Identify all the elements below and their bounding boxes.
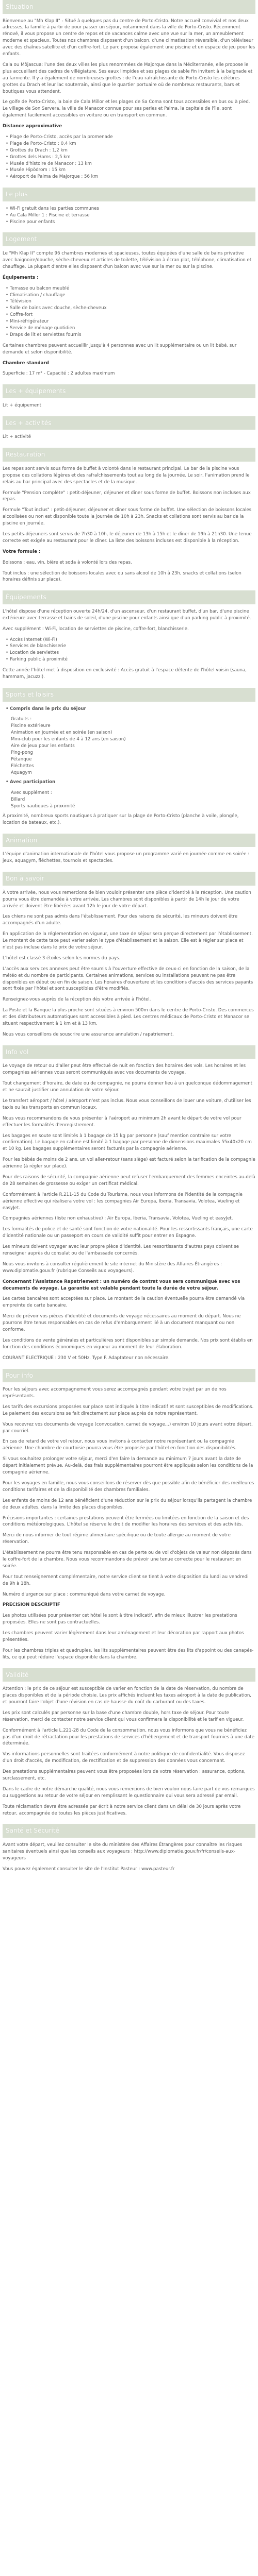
restauration-paragraph-3: Formule "Tout inclus" : petit-déjeuner, déjeuner et dîner sous forme de buffet. Une sélection de boissons locales alcoolisées ou non est disponible toute la journée de 10h à 23h. Snacks et collations sont servis au bar de la piscine en journée. (3, 507, 252, 527)
bon-savoir-paragraph-7: La Poste et la Banque la plus proche sont situées à environ 500m dans le centre de Porto-Cristo. Des commerces et des distributeurs automatiques sont accessibles à pied. Les centres médicaux de Porto-Cristo et Manacor se situent respectivement à 1 km et à 13 km. (3, 1008, 254, 1026)
restauration-paragraph-1: Les repas sont servis sous forme de buffet à volonté dans le restaurant principal. Le bar de la piscine vous propose des collations légères et des rafraîchissements tout au long de la journée. Le soir, l'animation prend le relais au bar principal avec des spectacles et de la musique. (3, 466, 250, 485)
vol-paragraph-6: Pour les voyages en famille, nous vous conseillons de réserver dès que possible afin de bénéficier des meilleures conditions tarifaires et de la disponibilité des chambres familiales. (3, 1480, 254, 1493)
info-paragraph-14: Les cartes bancaires sont acceptées sur place. Le montant de la caution éventuelle pourra être demandé via empreinte de carte bancaire. (3, 1296, 245, 1309)
section-title-sports: Sports et loisirs (3, 688, 255, 702)
validite-paragraph-3: Conformément à l'article L.221-28 du Code de la consommation, nous vous informons que vous ne bénéficiez pas d'un droit de rétractation pour les prestations de services d'hébergement et de transport fournies à une date déterminée. (3, 1727, 255, 1747)
vol-paragraph-3: Vous recevrez vos documents de voyage (convocation, carnet de voyage...) environ 10 jours avant votre départ, par courriel. (3, 1421, 253, 1434)
vol-paragraph-8: Précisions importantes : certaines prestations peuvent être fermées ou limitées en fonction de la saison et des conditions météorologiques. L'hôtel se réserve le droit de modifier les horaires des services et des activités. (3, 1515, 249, 1528)
list-item: Billard (11, 797, 25, 803)
list-item: • Musée d'histoire de Manacor : 13 km (6, 161, 255, 167)
list-item: • Aéroport de Palma de Majorque : 56 km (6, 174, 255, 180)
vol-paragraph-1: Pour les séjours avec accompagnement vous serez accompagnés pendant votre trajet par un de nos représentants. (3, 1387, 227, 1399)
equipements-paragraph-2: Avec supplément : Wi-Fi, location de serviettes de piscine, coffre-fort, blanchisserie. (3, 626, 189, 632)
situation-distance-list (3, 134, 255, 180)
sports-paid-subtitle: Avec supplément : (11, 790, 52, 796)
list-item: Pétanque (11, 756, 32, 762)
bon-savoir-paragraph-2: Les chiens ne sont pas admis dans l'établissement. Pour des raisons de sécurité, les mineurs doivent être accompagnés d'un adulte. (3, 914, 238, 926)
section-restauration (3, 448, 255, 583)
info-paragraph-6: Pour les bébés de moins de 2 ans, un vol aller-retour (sans siège) est facturé selon la tarification de la compagnie aérienne (à régler sur place). (3, 1157, 255, 1170)
activites-plus-text: Lit + activité (3, 434, 31, 440)
bon-savoir-paragraph-3: En application de la réglementation en vigueur, une taxe de séjour sera perçue directement par l'établissement. Le montant de cette taxe peut varier selon le type d'établissement et la saison. Elle est à régler sur place et n'est pas incluse dans le prix de votre séjour. (3, 931, 253, 950)
validite-paragraph-5: Des prestations supplémentaires peuvent vous être proposées lors de votre réservation : assurance, options, surclassement, etc. (3, 1769, 246, 1782)
logement-equip-title: Équipements : (3, 275, 39, 280)
list-item: • Climatisation / chauffage (6, 292, 255, 299)
section-bon-a-savoir (3, 872, 255, 1038)
restauration-paragraph-4: Les petits-déjeuners sont servis de 7h30 à 10h, le déjeuner de 13h à 15h et le dîner de 19h à 21h30. Une tenue correcte est exigée au restaurant pour le dîner. La liste des boissons incluses est disponible à la réception. (3, 531, 252, 544)
validite-paragraph-7: Toute réclamation devra être adressée par écrit à notre service client dans un délai de 30 jours après votre retour, accompagnée de toutes les pièces justificatives. (3, 1804, 241, 1816)
section-title-logement: Logement (3, 232, 255, 246)
sante-paragraph-2: Vous pouvez également consulter le site de l'Institut Pasteur : www.pasteur.fr (3, 1866, 175, 1872)
info-paragraph-7: Pour des raisons de sécurité, la compagnie aérienne peut refuser l'embarquement des femmes enceintes au-delà de 28 semaines de grossesse ou exiger un certificat médical. (3, 1174, 255, 1187)
bon-savoir-paragraph-4: L'hôtel est classé 3 étoiles selon les normes du pays. (3, 955, 121, 961)
situation-paragraph-1: Bienvenue au "Mh Klap II" - Situé à quelques pas du centre de Porto-Cristo. Notre accueil convivial et nos deux adresses, la famille à partir de pour passer un séjour, notamment dans la ville de Porto-Cristo. Récemment rénové, il vous propose un centre de repos et de vacances calme avec une vue sur la mer, un ameublement moderne et spacieux. Toutes nos chambres disposent d'un balcon, d'une climatisation réversible, d'un téléviseur avec des chaînes satellite et d'un coffre-fort. Le parc propose également une piscine et un espace de jeu pour les enfants. (3, 18, 255, 57)
bon-savoir-paragraph-1: À votre arrivée, nous vous remercions de bien vouloir présenter une pièce d'identité à la réception. Une caution pourra vous être demandée à votre arrivée. Les chambres sont disponibles à partir de 14h le jour de votre arrivée et doivent être libérées avant 12h le jour de votre départ. (3, 890, 251, 909)
logement-room-details: Superficie : 17 m² - Capacité : 2 adultes maximum (3, 371, 115, 377)
list-item: • Draps de lit et serviettes fournis (6, 332, 255, 338)
info-paragraph-12: Nous vous invitons à consulter régulièrement le site internet du Ministère des Affaires Étrangères : www.diplomatie.gouv.fr (rubrique Conseils aux voyageurs). (3, 1261, 222, 1274)
section-sante (3, 1824, 255, 1872)
list-item: Sports nautiques à proximité (11, 804, 75, 809)
restauration-paragraph-2: Formule "Pension complète" : petit-déjeuner, déjeuner et dîner sous forme de buffet. Boissons non incluses aux repas. (3, 490, 251, 502)
list-item: • Location de serviettes (6, 650, 255, 656)
info-paragraph-1: Le voyage de retour ou d'aller peut être effectué de nuit en fonction des horaires des vols. Les horaires et les compagnies aériennes vous seront communiqués avec vos documents de voyage. (3, 1063, 246, 1076)
vol-paragraph-9: Merci de nous informer de tout régime alimentaire spécifique ou de toute allergie au moment de votre réservation. (3, 1533, 231, 1545)
info-paragraph-2: Tout changement d'horaire, de date ou de compagnie, ne pourra donner lieu à un quelconque dédommagement et ne saurait justifier une annulation de votre séjour. (3, 1081, 253, 1093)
info-paragraph-9: Compagnies aériennes (liste non exhaustive) : Air Europa, Iberia, Transavia, Volotea, Vueling et easyJet. (3, 1216, 233, 1222)
section-title-bon-a-savoir: Bon à savoir (3, 872, 255, 886)
list-item: • Terrasse ou balcon meublé (6, 285, 255, 292)
logement-equip-list (3, 285, 255, 338)
list-item: • Coffre-fort (6, 312, 255, 318)
sports-paid-title: • Avec participation (6, 779, 255, 786)
section-title-situation: Situation (3, 0, 255, 14)
vol-paragraph-12: Numéro d'urgence sur place : communiqué dans votre carnet de voyage. (3, 1591, 166, 1597)
vol-paragraph-5: Si vous souhaitez prolonger votre séjour, merci d'en faire la demande au minimum 7 jours avant la date de départ initialement prévue. Au-delà, des frais supplémentaires pourront être appliqués selon les conditions de la compagnie aérienne. (3, 1456, 253, 1476)
list-item: Piscine extérieure (11, 723, 51, 729)
situation-distance-title: Distance approximative (3, 124, 62, 129)
le-plus-list (3, 206, 255, 226)
info-paragraph-8: Conformément à l'article R.211-15 du Code du Tourisme, nous vous informons de l'identité de la compagnie aérienne effective qui réalisera votre vol : les compagnies Air Europa, Iberia, Transavia, Volotea, Vueling et easyJet. (3, 1192, 243, 1211)
list-item: • Grottes du Drach : 1,2 km (6, 147, 255, 154)
list-item: • Parking public à proximité (6, 656, 255, 663)
list-item: Fléchettes (11, 763, 34, 769)
list-item: • Télévision (6, 298, 255, 305)
list-item: Animation en journée et en soirée (en saison) (11, 730, 112, 736)
section-activites-plus (3, 416, 255, 440)
animation-paragraph-1: L'équipe d'animation internationale de l'hôtel vous propose un programme varié en journée comme en soirée : jeux, aquagym, fléchettes, tournois et spectacles. (3, 852, 250, 864)
info-paragraph-16: Les conditions de vente générales et particulières sont disponibles sur simple demande. Nos prix sont établis en fonction des conditions économiques en vigueur au moment de leur élaboration. (3, 1337, 253, 1350)
section-validite (3, 1668, 255, 1817)
list-item: • Piscine pour enfants (6, 219, 255, 226)
sports-paid-list (3, 779, 255, 786)
section-logement (3, 232, 255, 377)
situation-paragraph-3: Le golfe de Porto-Cristo, la baie de Cala Millor et les plages de Sa Coma sont tous accessibles en bus ou à pied. Le village de Son Servera, la ville de Manacor connue pour ses perles et Palma, la capitale de l'île, sont également facilement accessibles en voiture ou en transport en commun. (3, 99, 250, 118)
equipements-list (3, 637, 255, 664)
validite-paragraph-6: Dans le cadre de notre démarche qualité, nous vous remercions de bien vouloir nous faire part de vos remarques ou suggestions au retour de votre séjour en remplissant le questionnaire qui vous sera adressé par email. (3, 1786, 255, 1799)
vol-paragraph-4: En cas de retard de votre vol retour, nous vous invitons à contacter notre représentant ou la compagnie aérienne. Une chambre de courtoisie pourra vous être proposée par l'hôtel en fonction des disponibilités. (3, 1439, 237, 1451)
section-situation (3, 0, 255, 180)
equipements-paragraph-1: L'hôtel dispose d'une réception ouverte 24h/24, d'un ascenseur, d'un restaurant buffet, d'un bar, d'une piscine extérieure avec terrasse et bains de soleil, d'une piscine pour enfants ainsi que d'un parking public à proximité. (3, 608, 251, 621)
list-item: Ping-pong (11, 750, 33, 755)
sante-paragraph-1: Avant votre départ, veuillez consulter le site du ministère des Affaires Étrangères pour connaître les risques sanitaires éventuels ainsi que les conseils aux voyageurs : http://www.diplomatie.gouv.fr/fr/conseils-aux-voyageurs (3, 1842, 243, 1861)
list-item: • Salle de bains avec douche, sèche-cheveux (6, 305, 255, 312)
validite-paragraph-4: Vos informations personnelles sont traitées conformément à notre politique de confidentialité. Vous disposez d'un droit d'accès, de modification, de rectification et de suppression des données vous concernant. (3, 1752, 245, 1764)
list-item: • Services de blanchisserie (6, 643, 255, 650)
section-title-pour-info: Pour info (3, 1369, 255, 1383)
section-equipements-plus (3, 384, 255, 409)
section-title-info-vol: Info vol (3, 1045, 255, 1059)
info-paragraph-4: Nous vous recommandons de vous présenter à l'aéroport au minimum 2h avant le départ de votre vol pour effectuer les formalités d'enregistrement. (3, 1115, 241, 1128)
vol-paragraph-13: PRECISION DESCRIPTIF (3, 1602, 60, 1608)
logement-room-type: Chambre standard (3, 360, 49, 366)
bon-savoir-paragraph-6: Renseignez-vous auprès de la réception dès votre arrivée à l'hôtel. (3, 997, 151, 1003)
list-item: • Mini-réfrigérateur (6, 318, 255, 325)
section-sports (3, 688, 255, 826)
list-item: • Grottes dels Hams : 2,5 km (6, 154, 255, 161)
list-item: Aire de jeux pour les enfants (11, 743, 75, 749)
info-paragraph-17: COURANT ELECTRIQUE : 230 V et 50Hz. Type F. Adaptateur non nécessaire. (3, 1355, 170, 1361)
section-title-validite: Validité (3, 1668, 255, 1682)
equipements-plus-text: Lit + équipement (3, 402, 42, 408)
validite-paragraph-1: Attention : le prix de ce séjour est susceptible de varier en fonction de la date de réservation, du nombre de places disponibles et de la période choisie. Les prix affichés incluent les taxes aéroport à la date de publication, et pourront faire l'objet d'une révision en cas de hausse du coût du carburant ou des taxes. (3, 1686, 252, 1705)
section-title-equipements: Équipements (3, 590, 255, 604)
vol-paragraph-2: Les tarifs des excursions proposées sur place sont indiqués à titre indicatif et sont susceptibles de modifications. Le paiement des excursions se fait directement sur place auprès de notre représentant. (3, 1404, 254, 1416)
list-item: • Plage de Porto-Cristo : 0,4 km (6, 141, 255, 147)
info-paragraph-15: Merci de prévoir vos pièces d'identité et documents de voyage nécessaires au moment du départ. Nous ne pourrons être tenus responsables en cas de refus d'embarquement lié à un document manquant ou non conforme. (3, 1314, 241, 1332)
logement-paragraph-1: Le "Mh Klap II" compte 96 chambres modernes et spacieuses, toutes équipées d'une salle de bains privative avec baignoire/douche, sèche-cheveux et articles de toilette, télévision à écran plat, téléphone, climatisation et chauffage. La plupart d'entre elles disposent d'un balcon avec vue sur la mer ou sur la piscine. (3, 251, 252, 269)
section-title-animation: Animation (3, 834, 255, 848)
equipements-paragraph-3: Cette année l'hôtel met à disposition en exclusivité : Accès gratuit à l'espace détente de l'hôtel voisin (sauna, hammam, jacuzzi). (3, 668, 247, 680)
vol-paragraph-16: Pour les chambres triples et quadruples, les lits supplémentaires peuvent être des lits d'appoint ou des canapés-lits, ce qui peut réduire l'espace disponible dans la chambre. (3, 1648, 254, 1660)
vol-paragraph-7: Les enfants de moins de 12 ans bénéficient d'une réduction sur le prix du séjour lorsqu'ils partagent la chambre de deux adultes, dans la limite des places disponibles. (3, 1498, 252, 1510)
restauration-formula-title: Votre formule : (3, 549, 41, 554)
info-paragraph-11: Les mineurs doivent voyager avec leur propre pièce d'identité. Les ressortissants d'autres pays doivent se renseigner auprès du consulat ou de l'ambassade concernés. (3, 1244, 239, 1256)
section-title-activites-plus: Les + activités (3, 416, 255, 430)
list-item: Aquagym (11, 770, 32, 775)
sports-free-items (3, 716, 255, 776)
list-item: • Plage de Porto-Cristo, accès par la promenade (6, 134, 255, 141)
vol-paragraph-15: Les chambres peuvent varier légèrement dans leur aménagement et leur décoration par rapport aux photos présentées. (3, 1631, 244, 1642)
info-paragraph-10: Les formalités de police et de santé sont fonction de votre nationalité. Pour les ressortissants français, une carte d'identité nationale ou un passeport en cours de validité suffit pour entrer en Espagne. (3, 1227, 253, 1239)
bon-savoir-paragraph-5: L'accès aux services annexes peut être soumis à l'ouverture effective de ceux-ci en fonction de la saison, de la météo et du nombre de participants. Certaines animations, services ou installations peuvent ne pas être disponibles en début ou en fin de saison. Les horaires d'ouverture et les conditions d'accès des services payants sont fixés par l'hôtel et sont susceptibles d'être modifiés. (3, 966, 253, 992)
list-item: • Accès Internet (Wi-Fi) (6, 637, 255, 643)
section-equipements (3, 590, 255, 681)
info-paragraph-5: Les bagages en soute sont limités à 1 bagage de 15 kg par personne (sauf mention contraire sur votre confirmation). Le bagage en cabine est limité à 1 bagage par personne de dimensions maximales 55x40x20 cm et 10 kg. Les bagages supplémentaires seront facturés par la compagnie aérienne. (3, 1133, 252, 1152)
situation-paragraph-2: Cala ou Môjascua: l'une des deux villes les plus renommées de Majorque dans la Méditerranée, elle propose le plus accueillant des cadres de villégiature. Ses eaux limpides et ses plages de sable fin invitent à la baignade et au farniente. Il y a également de nombreuses grottes : de l'eau rafraîchissante de Porto-Cristo les célèbres grottes du Drach et leur lac souterrain, ainsi que le quartier portuaire où de nombreux restaurants, bars et boutiques vous attendent. (3, 62, 253, 94)
sports-paid-items (3, 790, 255, 810)
sports-free-subtitle: Gratuits : (11, 717, 32, 722)
sports-free-list (3, 706, 255, 713)
list-item: • Musée Hipòdrom : 15 km (6, 167, 255, 174)
restauration-paragraph-6: Boissons : eau, vin, bière et soda à volonté lors des repas. (3, 560, 132, 565)
sports-free-title: • Compris dans le prix du séjour (6, 706, 255, 713)
section-title-le-plus: Le plus (3, 188, 255, 201)
bon-savoir-paragraph-8: Nous vous conseillons de souscrire une assurance annulation / rapatriement. (3, 1031, 174, 1037)
section-pour-info (3, 1369, 255, 1661)
section-title-sante: Santé et Sécurité (3, 1824, 255, 1838)
validite-paragraph-2: Les prix sont calculés par personne sur la base d'une chambre double, hors taxe de séjour. Pour toute réservation, merci de contacter notre service client qui vous confirmera la disponibilité et le tarif en vigueur. (3, 1710, 244, 1722)
restauration-paragraph-7: Tout inclus : une sélection de boissons locales avec ou sans alcool de 10h à 23h, snacks et collations (selon horaires définis sur place). (3, 570, 241, 583)
list-item: • Au Cala Millor 1 : Piscine et terrasse (6, 212, 255, 219)
list-item: Mini-club pour les enfants de 4 à 12 ans (en saison) (11, 737, 126, 742)
vol-paragraph-11: Pour tout renseignement complémentaire, notre service client se tient à votre disposition du lundi au vendredi de 9h à 18h. (3, 1574, 249, 1586)
logement-paragraph-2: Certaines chambres peuvent accueillir jusqu'à 4 personnes avec un lit supplémentaire ou un lit bébé, sur demande et selon disponibilité. (3, 343, 237, 355)
info-paragraph-3: Le transfert aéroport / hôtel / aéroport n'est pas inclus. Nous vous conseillons de louer une voiture, d'utiliser les taxis ou les transports en commun locaux. (3, 1098, 251, 1110)
section-animation (3, 834, 255, 865)
section-le-plus (3, 188, 255, 225)
section-info-vol (3, 1045, 255, 1362)
section-title-equipements-plus: Les + équipements (3, 384, 255, 398)
list-item: • Service de ménage quotidien (6, 325, 255, 332)
info-paragraph-13: Concernant l'Assistance Rapatriement : un numéro de contrat vous sera communiqué avec vos documents de voyage. La garantie est valable pendant toute la durée de votre séjour. (3, 1279, 240, 1291)
section-title-restauration: Restauration (3, 448, 255, 462)
vol-paragraph-14: Les photos utilisées pour présenter cet hôtel le sont à titre indicatif, afin de mieux illustrer les prestations proposées. Elles ne sont pas contractuelles. (3, 1613, 237, 1625)
vol-paragraph-10: L'établissement ne pourra être tenu responsable en cas de perte ou de vol d'objets de valeur non déposés dans le coffre-fort de la chambre. Nous vous recommandons de prévoir une tenue correcte pour le restaurant en soirée. (3, 1550, 252, 1569)
sports-paragraph-1: À proximité, nombreux sports nautiques à pratiquer sur la plage de Porto-Cristo (planche à voile, plongée, location de bateaux, etc.). (3, 814, 239, 825)
list-item: • Wi-Fi gratuit dans les parties communes (6, 206, 255, 212)
